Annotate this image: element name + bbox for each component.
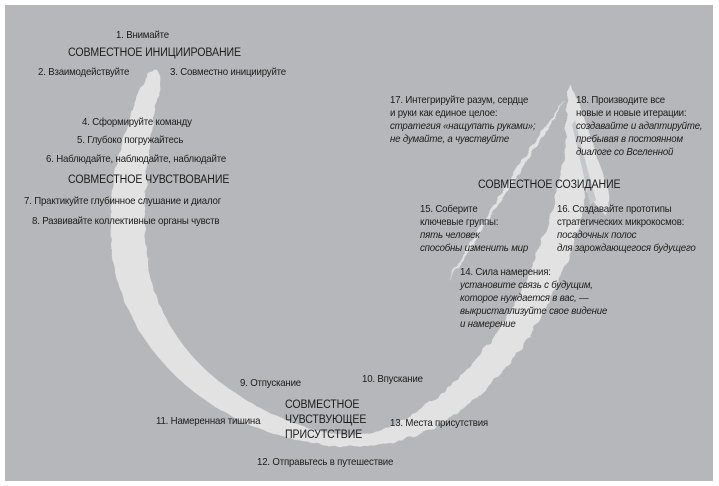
step-17-desc-line-2: не думайте, а чувствуйте	[390, 133, 510, 145]
step-16-title-line-2: стратегических микрокосмов:	[557, 216, 685, 228]
step-14-title: 14. Сила намерения:	[460, 266, 551, 278]
step-17-desc-line-1: стратегия «нащупать руками»;	[390, 120, 536, 132]
step-11-label: 11. Намеренная тишина	[156, 415, 261, 427]
step-4-label: 4. Сформируйте команду	[82, 116, 192, 128]
step-17-title-line-2: и руки как единое целое:	[390, 107, 498, 119]
step-9-label: 9. Отпускание	[240, 377, 301, 389]
step-14-desc-line-2: которое нуждается в вас, —	[460, 292, 589, 304]
step-14-desc-line-1: установите связь с будущим,	[460, 279, 593, 291]
phase-presencing-heading-line-3: ПРИСУТСТВИЕ	[285, 429, 363, 441]
step-18-title-line-2: новые и новые итерации:	[576, 107, 687, 119]
step-18-title-line-1: 18. Производите все	[576, 94, 665, 106]
step-6-label: 6. Наблюдайте, наблюдайте, наблюдайте	[46, 153, 227, 165]
step-16-desc-line-1: посадочных полос	[557, 229, 637, 241]
step-13-label: 13. Места присутствия	[390, 417, 488, 429]
step-3-label: 3. Совместно инициируйте	[170, 66, 286, 78]
step-10-label: 10. Впускание	[362, 373, 423, 385]
step-15-desc-line-1: пять человек	[420, 229, 480, 241]
phase-presencing-heading-line-2: ЧУВСТВУЮЩЕЕ	[285, 414, 367, 426]
step-16-title-line-1: 16. Создавайте прототипы	[557, 203, 672, 215]
phase-co-creating-heading: СОВМЕСТНОЕ СОЗИДАНИЕ	[478, 179, 621, 191]
step-18-desc-line-3: диалоге со Вселенной	[576, 146, 674, 158]
phase-co-sensing-heading: СОВМЕСТНОЕ ЧУВСТВОВАНИЕ	[68, 174, 230, 186]
step-8-label: 8. Развивайте коллективные органы чувств	[32, 215, 220, 227]
step-15-desc-line-2: способны изменить мир	[420, 242, 529, 254]
step-1-label: 1. Внимайте	[116, 29, 170, 41]
step-12-label: 12. Отправьтесь в путешествие	[257, 456, 394, 468]
phase-presencing-heading-line-1: СОВМЕСТНОЕ	[285, 399, 360, 411]
step-2-label: 2. Взаимодействуйте	[38, 66, 130, 78]
step-15-title-line-1: 15. Соберите	[420, 203, 478, 215]
step-16-desc-line-2: для зарождающегося будущего	[557, 242, 696, 254]
step-14-desc-line-3: выкристаллизуйте свое видение	[460, 305, 608, 317]
step-18-desc-line-1: создавайте и адаптируйте,	[576, 120, 703, 132]
step-5-label: 5. Глубоко погружайтесь	[77, 134, 184, 146]
phase-co-initiating-heading: СОВМЕСТНОЕ ИНИЦИИРОВАНИЕ	[68, 47, 241, 59]
step-14-desc-line-4: и намерение	[460, 318, 516, 330]
step-7-label: 7. Практикуйте глубинное слушание и диалог	[24, 195, 222, 207]
step-15-title-line-2: ключевые группы:	[420, 216, 499, 228]
step-17-title-line-1: 17. Интегрируйте разум, сердце	[390, 94, 529, 106]
step-18-desc-line-2: пребывая в постоянном	[576, 133, 683, 145]
